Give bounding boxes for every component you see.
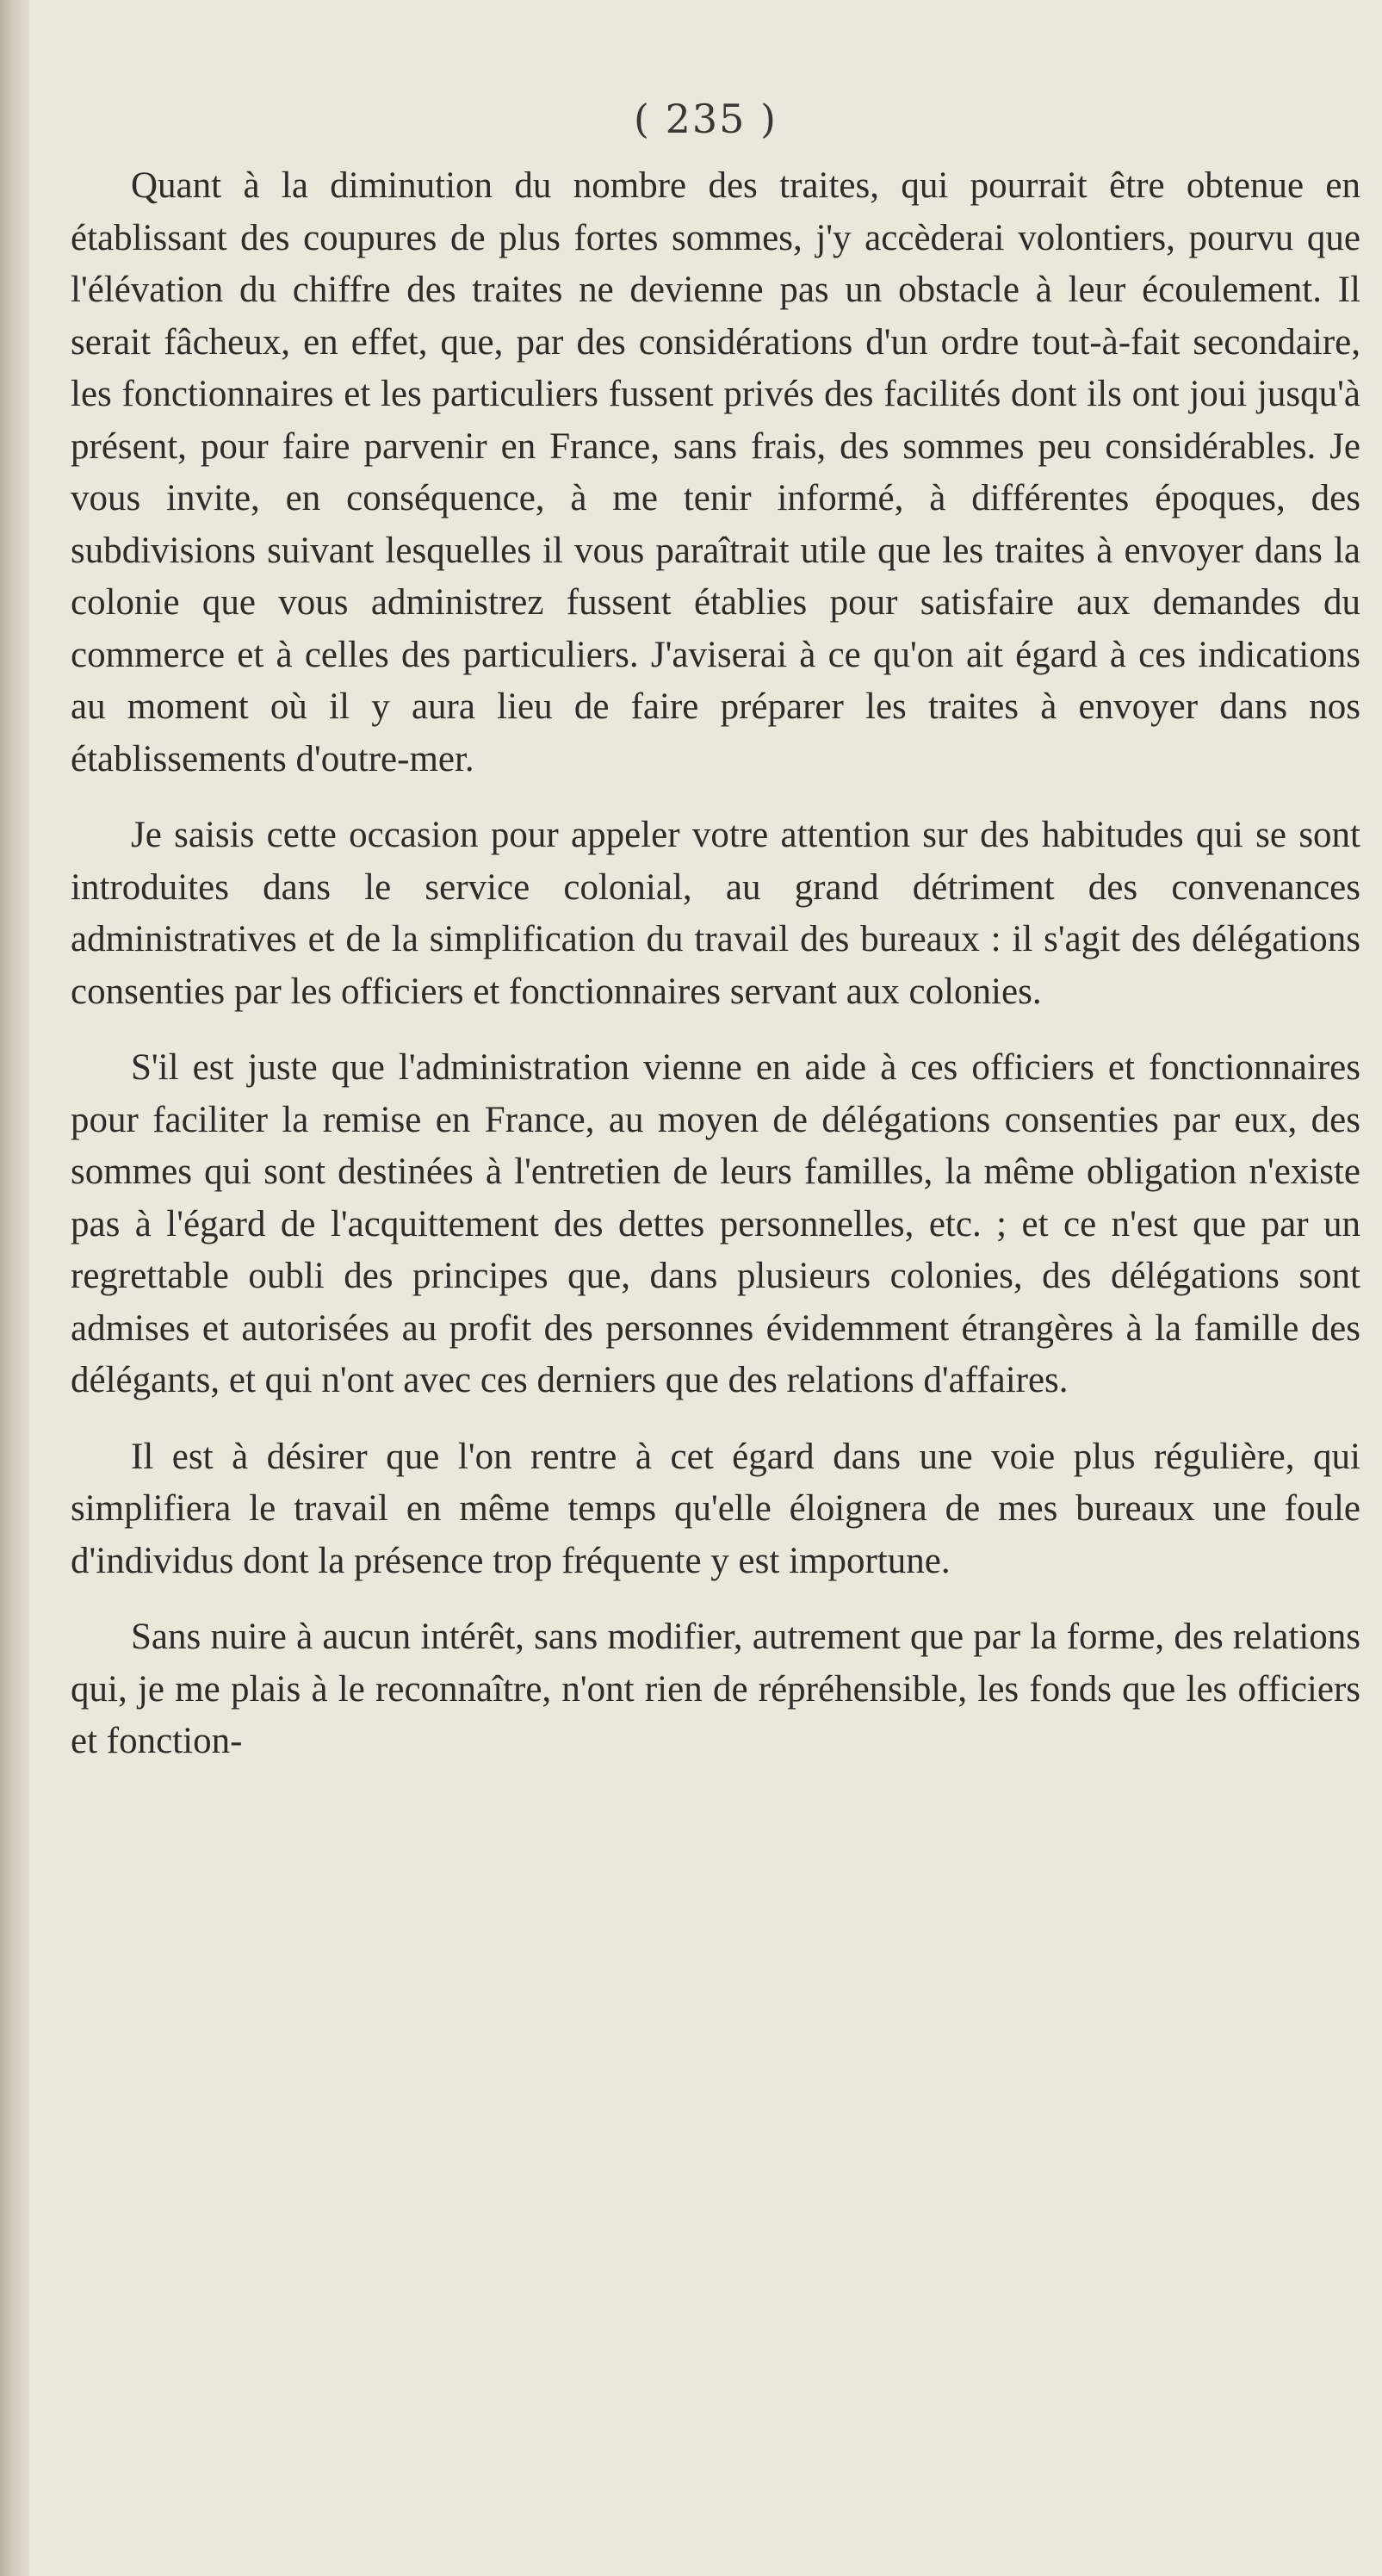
binding-gutter	[0, 0, 29, 2576]
paragraph-traites: Quant à la diminution du nombre des traites, qui pourrait être obtenue en établissant des coupures de plus fortes sommes, j'y accèderai volontiers, pourvu que l'élévation du chiffre des traites ne devienne pas un obstacle à leur écoulement. Il serait fâcheux, en effet, que, par des considérations d'un ordre tout-à-fait secondaire, les fonctionnaires et les particuliers fussent privés des facilités dont ils ont joui jusqu'à présent, pour faire parvenir en France, sans frais, des sommes peu considérables. Je vous invite, en conséquence, à me tenir informé, à différentes époques, des subdivisions suivant lesquelles il vous paraîtrait utile que les traites à envoyer dans la colonie que vous administrez fussent établies pour satisfaire aux demandes du commerce et à celles des particuliers. J'aviserai à ce qu'on ait égard à ces indications au moment où il y aura lieu de faire préparer les traites à envoyer dans nos établissements d'outre-mer.	[71, 165, 1360, 779]
paragraph-administration: S'il est juste que l'administration vienne en aide à ces officiers et fonctionnaires pour faciliter la remise en France, au moyen de délégations consenties par eux, des sommes qui sont destinées à l'entretien de leurs familles, la même obligation n'existe pas à l'égard de l'acquittement des dettes personnelles, etc. ; et ce n'est que par un regrettable oubli des principes que, dans plusieurs colonies, des délégations sont admises et autorisées au profit des personnes évidemment étrangères à la famille des délégants, et qui n'ont avec ces derniers que des relations d'affaires.	[71, 1047, 1360, 1400]
paragraph-voie-reguliere: Il est à désirer que l'on rentre à cet égard dans une voie plus régulière, qui simplifiera le travail en même temps qu'elle éloignera de mes bureaux une foule d'individus dont la présence trop fréquente y est importune.	[71, 1436, 1360, 1581]
body-text	[71, 160, 1360, 1768]
document-page	[29, 0, 1382, 2576]
paragraph-delegations: Je saisis cette occasion pour appeler votre attention sur des habitudes qui se sont introduites dans le service colonial, au grand détriment des convenances administratives et de la simplification du travail des bureaux : il s'agit des délégations consenties par les officiers et fonctionnaires servant aux colonies.	[71, 815, 1360, 1012]
paragraph-sans-nuire: Sans nuire à aucun intérêt, sans modifier, autrement que par la forme, des relations qui, je me plais à le reconnaître, n'ont rien de répréhensible, les fonds que les officiers et fonction-	[71, 1617, 1360, 1761]
page-number: ( 235 )	[634, 96, 778, 142]
